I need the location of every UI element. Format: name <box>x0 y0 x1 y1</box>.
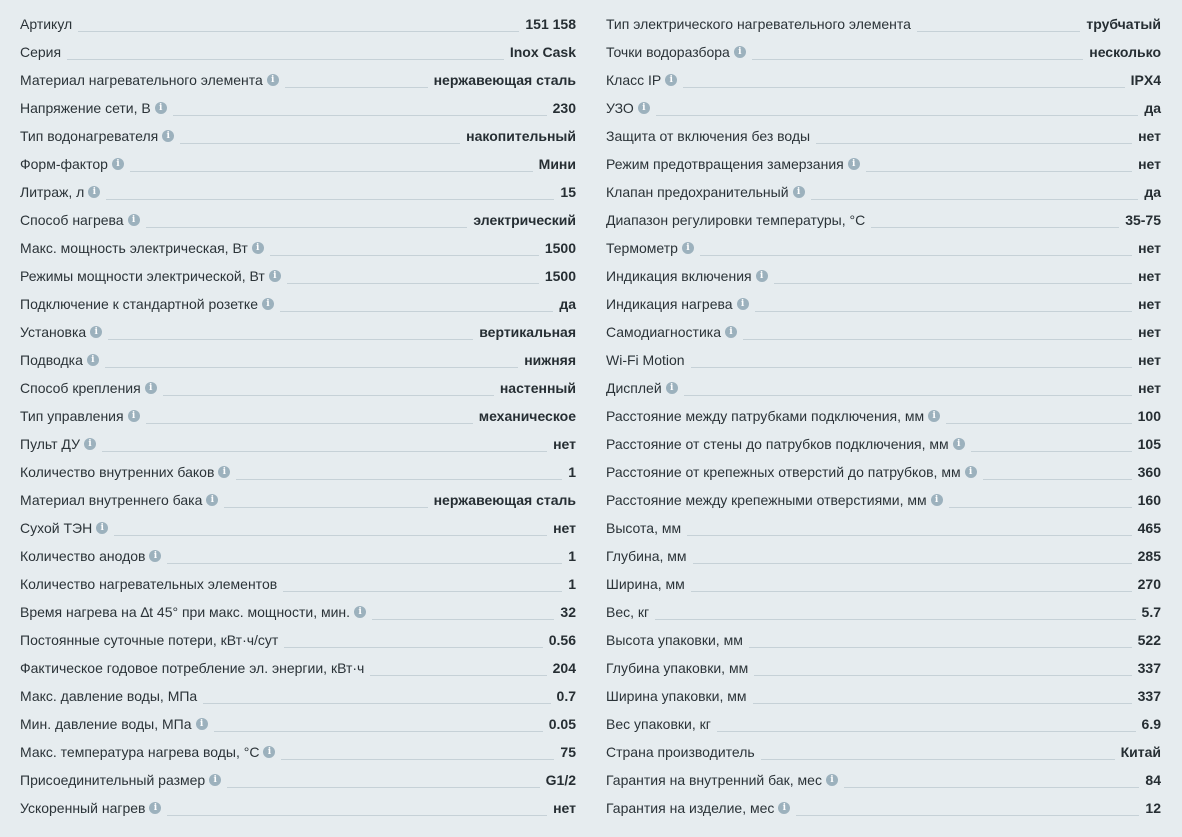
spec-label: Класс IP <box>606 72 662 88</box>
spec-label: Гарантия на изделие, мес <box>606 800 775 816</box>
spec-label: Серия <box>20 44 62 60</box>
spec-value: вертикальная <box>479 324 576 340</box>
leader-line <box>755 311 1133 312</box>
leader-line <box>691 367 1133 368</box>
spec-label: Напряжение сети, В <box>20 100 151 116</box>
spec-label: Макс. температура нагрева воды, °С <box>20 744 260 760</box>
spec-row <box>606 794 1161 822</box>
spec-row <box>606 122 1161 150</box>
info-icon[interactable]: i <box>848 158 860 170</box>
spec-value: 1 <box>568 548 576 564</box>
spec-label: Пульт ДУ <box>20 436 80 452</box>
leader-line <box>108 339 473 340</box>
spec-row <box>20 178 576 206</box>
spec-label: Установка <box>20 324 87 340</box>
info-icon[interactable]: i <box>87 354 99 366</box>
spec-value: 522 <box>1137 632 1161 648</box>
spec-value: нет <box>1138 380 1161 396</box>
leader-line <box>281 759 554 760</box>
spec-label: Wi-Fi Motion <box>606 352 685 368</box>
spec-row <box>20 794 576 822</box>
spec-row <box>20 402 576 430</box>
info-icon[interactable]: i <box>128 214 140 226</box>
spec-label: Индикация нагрева <box>606 296 733 312</box>
leader-line <box>173 115 547 116</box>
leader-line <box>753 703 1132 704</box>
spec-label: Расстояние между патрубками подключения, мм <box>606 408 925 424</box>
spec-row <box>20 766 576 794</box>
leader-line <box>949 507 1132 508</box>
spec-value: накопительный <box>466 128 576 144</box>
spec-label: Присоединительный размер <box>20 772 206 788</box>
spec-row <box>606 542 1161 570</box>
spec-value: да <box>1144 184 1161 200</box>
leader-line <box>761 759 1115 760</box>
spec-row <box>606 318 1161 346</box>
spec-value: Мини <box>538 156 576 172</box>
leader-line <box>693 563 1132 564</box>
spec-value: 0.56 <box>548 632 576 648</box>
spec-row <box>20 570 576 598</box>
leader-line <box>105 367 518 368</box>
spec-value: 1500 <box>544 240 576 256</box>
spec-row <box>606 10 1161 38</box>
spec-row <box>606 682 1161 710</box>
spec-label: Диапазон регулировки температуры, °С <box>606 212 866 228</box>
spec-value: 5.7 <box>1141 604 1161 620</box>
info-icon[interactable]: i <box>96 522 108 534</box>
spec-label: Гарантия на внутренний бак, мес <box>606 772 822 788</box>
spec-value: нержавеющая сталь <box>433 72 576 88</box>
spec-label: Артикул <box>20 16 73 32</box>
spec-label: Подключение к стандартной розетке <box>20 296 258 312</box>
leader-line <box>717 731 1136 732</box>
leader-line <box>227 787 539 788</box>
spec-label: Количество анодов <box>20 548 146 564</box>
leader-line <box>146 227 468 228</box>
leader-line <box>917 31 1080 32</box>
spec-row <box>20 514 576 542</box>
leader-line <box>236 479 562 480</box>
info-icon[interactable]: i <box>149 802 161 814</box>
spec-row <box>606 486 1161 514</box>
spec-value: нижняя <box>524 352 576 368</box>
info-icon[interactable]: i <box>734 46 746 58</box>
spec-value: 360 <box>1137 464 1161 480</box>
spec-row <box>606 262 1161 290</box>
spec-label: Время нагрева на ∆t 45° при макс. мощности, мин. <box>20 604 351 620</box>
spec-label: Подводка <box>20 352 83 368</box>
spec-value: IPX4 <box>1130 72 1161 88</box>
specs-column-right <box>606 10 1161 822</box>
info-icon[interactable]: i <box>826 774 838 786</box>
info-icon[interactable]: i <box>88 186 100 198</box>
spec-value: 151 158 <box>525 16 576 32</box>
leader-line <box>224 507 427 508</box>
spec-value: 0.05 <box>548 716 576 732</box>
spec-row <box>606 346 1161 374</box>
spec-value: 1 <box>568 576 576 592</box>
info-icon[interactable]: i <box>112 158 124 170</box>
info-icon[interactable]: i <box>953 438 965 450</box>
leader-line <box>270 255 539 256</box>
spec-row <box>20 710 576 738</box>
spec-value: 465 <box>1137 520 1161 536</box>
spec-value: 0.7 <box>556 688 576 704</box>
spec-value: 32 <box>560 604 576 620</box>
spec-row <box>20 94 576 122</box>
spec-row <box>606 738 1161 766</box>
leader-line <box>284 647 542 648</box>
leader-line <box>752 59 1083 60</box>
spec-value: да <box>1144 100 1161 116</box>
info-icon[interactable]: i <box>252 242 264 254</box>
spec-row <box>20 38 576 66</box>
spec-label: Страна производитель <box>606 744 755 760</box>
leader-line <box>280 311 553 312</box>
info-icon[interactable]: i <box>666 382 678 394</box>
spec-row <box>606 710 1161 738</box>
spec-row <box>606 458 1161 486</box>
info-icon[interactable]: i <box>206 494 218 506</box>
spec-label: Способ нагрева <box>20 212 124 228</box>
info-icon[interactable]: i <box>725 326 737 338</box>
spec-row <box>606 654 1161 682</box>
spec-row <box>606 374 1161 402</box>
spec-label: Материал нагревательного элемента <box>20 72 263 88</box>
spec-row <box>20 262 576 290</box>
leader-line <box>285 87 428 88</box>
spec-label: Макс. давление воды, МПа <box>20 688 198 704</box>
info-icon[interactable]: i <box>267 74 279 86</box>
spec-value: нет <box>553 436 576 452</box>
spec-value: нержавеющая сталь <box>433 492 576 508</box>
spec-label: Литраж, л <box>20 184 85 200</box>
spec-row <box>606 178 1161 206</box>
spec-row <box>606 402 1161 430</box>
spec-row <box>20 598 576 626</box>
info-icon[interactable]: i <box>145 382 157 394</box>
spec-row <box>20 10 576 38</box>
leader-line <box>214 731 543 732</box>
spec-label: Режимы мощности электрической, Вт <box>20 268 265 284</box>
spec-value: 105 <box>1137 436 1161 452</box>
spec-label: Высота, мм <box>606 520 682 536</box>
spec-label: Тип электрического нагревательного элемента <box>606 16 911 32</box>
spec-label: Ширина, мм <box>606 576 685 592</box>
spec-row <box>20 318 576 346</box>
spec-value: Inox Cask <box>509 44 576 60</box>
spec-label: Вес, кг <box>606 604 650 620</box>
specs-column-left <box>20 10 576 822</box>
leader-line <box>163 395 494 396</box>
spec-value: 75 <box>560 744 576 760</box>
spec-label: Точки водоразбора <box>606 44 730 60</box>
spec-label: Материал внутреннего бака <box>20 492 203 508</box>
info-icon[interactable]: i <box>756 270 768 282</box>
spec-label: Макс. мощность электрическая, Вт <box>20 240 248 256</box>
leader-line <box>971 451 1132 452</box>
info-icon[interactable]: i <box>209 774 221 786</box>
leader-line <box>700 255 1132 256</box>
spec-label: Ускоренный нагрев <box>20 800 146 816</box>
info-icon[interactable]: i <box>793 186 805 198</box>
spec-row <box>606 430 1161 458</box>
spec-label: Количество нагревательных элементов <box>20 576 278 592</box>
spec-label: Тип управления <box>20 408 124 424</box>
leader-line <box>683 87 1124 88</box>
spec-value: нет <box>1138 240 1161 256</box>
spec-row <box>606 38 1161 66</box>
spec-label: Режим предотвращения замерзания <box>606 156 844 172</box>
spec-row <box>20 150 576 178</box>
spec-value: 35-75 <box>1125 212 1161 228</box>
spec-row <box>20 290 576 318</box>
spec-value: нет <box>1138 128 1161 144</box>
leader-line <box>691 591 1132 592</box>
spec-row <box>20 374 576 402</box>
spec-value: 100 <box>1137 408 1161 424</box>
spec-row <box>606 150 1161 178</box>
info-icon[interactable]: i <box>354 606 366 618</box>
leader-line <box>656 115 1139 116</box>
spec-row <box>20 234 576 262</box>
info-icon[interactable]: i <box>263 746 275 758</box>
info-icon[interactable]: i <box>638 102 650 114</box>
spec-value: нет <box>553 520 576 536</box>
spec-value: 12 <box>1145 800 1161 816</box>
spec-row <box>20 122 576 150</box>
leader-line <box>78 31 519 32</box>
spec-value: 337 <box>1137 688 1161 704</box>
spec-value: нет <box>1138 324 1161 340</box>
spec-row <box>606 234 1161 262</box>
info-icon[interactable]: i <box>155 102 167 114</box>
spec-value: 285 <box>1137 548 1161 564</box>
info-icon[interactable]: i <box>90 326 102 338</box>
spec-row <box>606 290 1161 318</box>
spec-value: G1/2 <box>545 772 576 788</box>
spec-value: да <box>559 296 576 312</box>
spec-label: Индикация включения <box>606 268 752 284</box>
leader-line <box>796 815 1139 816</box>
spec-label: Способ крепления <box>20 380 141 396</box>
info-icon[interactable]: i <box>931 494 943 506</box>
spec-label: Мин. давление воды, МПа <box>20 716 192 732</box>
spec-row <box>20 738 576 766</box>
spec-value: трубчатый <box>1086 16 1161 32</box>
leader-line <box>283 591 562 592</box>
spec-row <box>606 626 1161 654</box>
leader-line <box>180 143 460 144</box>
spec-value: 230 <box>552 100 576 116</box>
leader-line <box>372 619 554 620</box>
info-icon[interactable]: i <box>162 130 174 142</box>
spec-row <box>20 346 576 374</box>
spec-label: Дисплей <box>606 380 662 396</box>
leader-line <box>687 535 1132 536</box>
info-icon[interactable]: i <box>149 550 161 562</box>
leader-line <box>866 171 1132 172</box>
info-icon[interactable]: i <box>262 298 274 310</box>
spec-label: Ширина упаковки, мм <box>606 688 747 704</box>
leader-line <box>743 339 1132 340</box>
info-icon[interactable]: i <box>737 298 749 310</box>
spec-value: 84 <box>1145 772 1161 788</box>
spec-row <box>20 626 576 654</box>
spec-value: механическое <box>478 408 576 424</box>
leader-line <box>102 451 547 452</box>
leader-line <box>844 787 1139 788</box>
spec-label: Фактическое годовое потребление эл. энергии, кВт·ч <box>20 660 365 676</box>
info-icon[interactable]: i <box>269 270 281 282</box>
spec-value: 15 <box>560 184 576 200</box>
spec-row <box>20 66 576 94</box>
spec-label: Вес упаковки, кг <box>606 716 711 732</box>
leader-line <box>203 703 550 704</box>
leader-line <box>167 563 562 564</box>
spec-row <box>606 206 1161 234</box>
info-icon[interactable]: i <box>778 802 790 814</box>
leader-line <box>114 535 547 536</box>
spec-value: нет <box>553 800 576 816</box>
leader-line <box>811 199 1139 200</box>
spec-value: 337 <box>1137 660 1161 676</box>
info-icon[interactable]: i <box>218 466 230 478</box>
spec-value: 204 <box>552 660 576 676</box>
spec-value: нет <box>1138 156 1161 172</box>
leader-line <box>655 619 1135 620</box>
spec-value: несколько <box>1089 44 1161 60</box>
spec-row <box>606 570 1161 598</box>
info-icon[interactable]: i <box>682 242 694 254</box>
spec-label: Расстояние между крепежными отверстиями, мм <box>606 492 927 508</box>
spec-row <box>20 458 576 486</box>
spec-row <box>20 486 576 514</box>
spec-row <box>20 654 576 682</box>
spec-value: электрический <box>473 212 576 228</box>
spec-label: Постоянные суточные потери, кВт·ч/сут <box>20 632 279 648</box>
spec-row <box>606 94 1161 122</box>
spec-row <box>606 766 1161 794</box>
leader-line <box>754 675 1131 676</box>
spec-label: Количество внутренних баков <box>20 464 215 480</box>
spec-label: Термометр <box>606 240 678 256</box>
spec-label: Высота упаковки, мм <box>606 632 743 648</box>
leader-line <box>130 171 533 172</box>
spec-label: УЗО <box>606 100 634 116</box>
spec-value: 1 <box>568 464 576 480</box>
spec-label: Тип водонагревателя <box>20 128 159 144</box>
info-icon[interactable]: i <box>665 74 677 86</box>
spec-value: нет <box>1138 296 1161 312</box>
spec-value: нет <box>1138 268 1161 284</box>
info-icon[interactable]: i <box>928 410 940 422</box>
spec-label: Защита от включения без воды <box>606 128 811 144</box>
spec-label: Форм-фактор <box>20 156 108 172</box>
spec-row <box>20 430 576 458</box>
spec-label: Самодиагностика <box>606 324 722 340</box>
spec-label: Сухой ТЭН <box>20 520 93 536</box>
spec-row <box>20 682 576 710</box>
spec-row <box>606 598 1161 626</box>
spec-value: Китай <box>1120 744 1161 760</box>
info-icon[interactable]: i <box>84 438 96 450</box>
info-icon[interactable]: i <box>965 466 977 478</box>
leader-line <box>749 647 1132 648</box>
spec-row <box>20 206 576 234</box>
spec-row <box>606 66 1161 94</box>
leader-line <box>816 143 1132 144</box>
spec-value: 270 <box>1137 576 1161 592</box>
info-icon[interactable]: i <box>196 718 208 730</box>
spec-value: 6.9 <box>1141 716 1161 732</box>
spec-label: Расстояние от крепежных отверстий до патрубков, мм <box>606 464 961 480</box>
leader-line <box>287 283 539 284</box>
leader-line <box>146 423 473 424</box>
leader-line <box>167 815 547 816</box>
spec-value: 160 <box>1137 492 1161 508</box>
spec-label: Глубина упаковки, мм <box>606 660 749 676</box>
leader-line <box>370 675 546 676</box>
leader-line <box>106 199 554 200</box>
spec-value: нет <box>1138 352 1161 368</box>
leader-line <box>946 423 1132 424</box>
leader-line <box>67 59 504 60</box>
spec-row <box>606 514 1161 542</box>
spec-value: настенный <box>499 380 576 396</box>
spec-value: 1500 <box>544 268 576 284</box>
spec-label: Расстояние от стены до патрубков подключения, мм <box>606 436 949 452</box>
leader-line <box>774 283 1132 284</box>
info-icon[interactable]: i <box>128 410 140 422</box>
spec-label: Клапан предохранительный <box>606 184 789 200</box>
spec-label: Глубина, мм <box>606 548 687 564</box>
spec-row <box>20 542 576 570</box>
leader-line <box>684 395 1132 396</box>
leader-line <box>983 479 1132 480</box>
leader-line <box>871 227 1119 228</box>
